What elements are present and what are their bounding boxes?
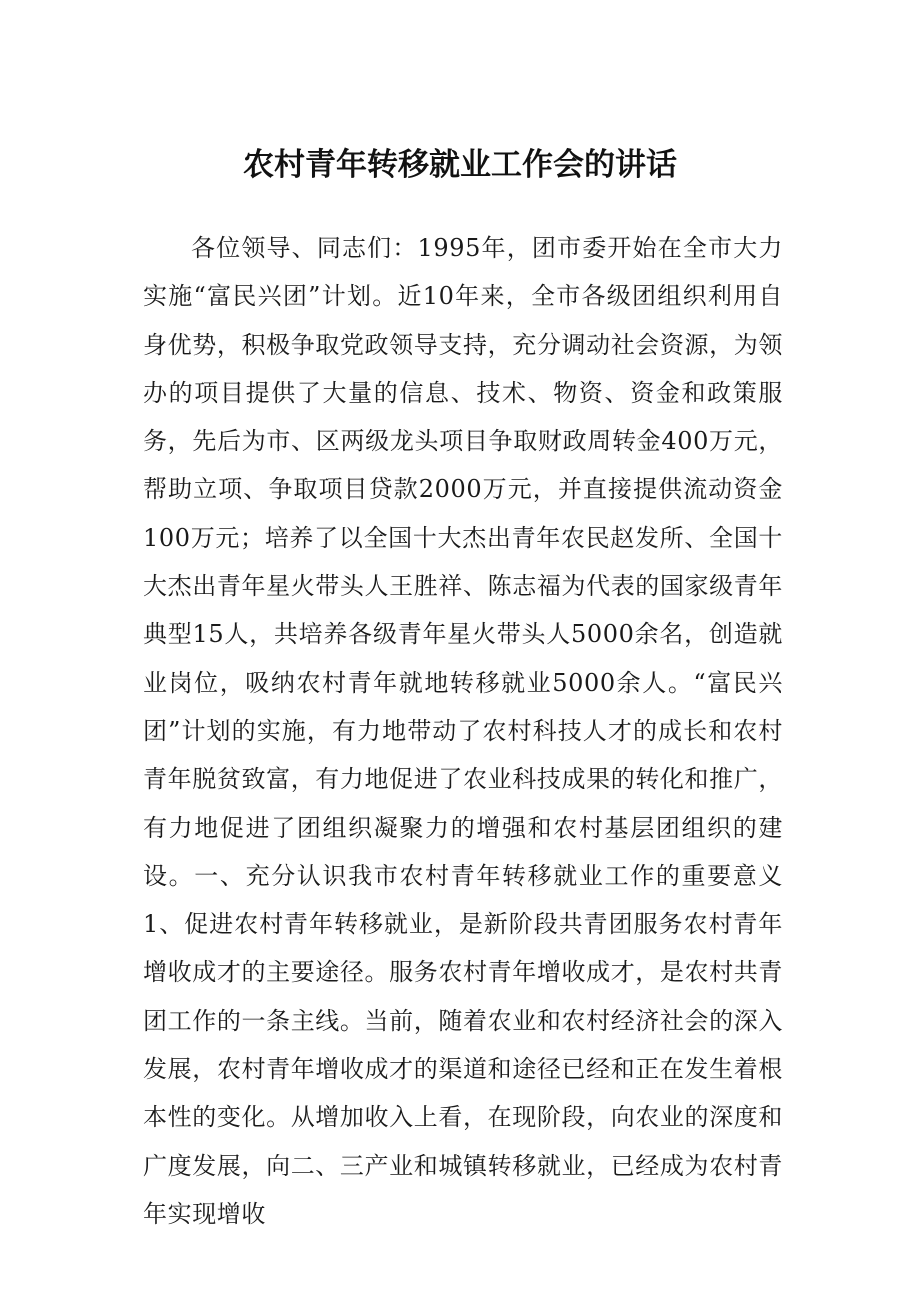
- document-body-paragraph: 各位领导、同志们：1995年，团市委开始在全市大力实施“富民兴团”计划。近10年来，全市各级团组织利用自身优势，积极争取党政领导支持，充分调动社会资源，为领办的项目提供了大量的信息、技术、物资、资金和政策服务，先后为市、区两级龙头项目争取财政周转金400万元，帮助立项、争取项目贷款2000万元，并直接提供流动资金100万元；培养了以全国十大杰出青年农民赵发所、全国十大杰出青年星火带头人王胜祥、陈志福为代表的国家级青年典型15人，共培养各级青年星火带头人5000余名，创造就业岗位，吸纳农村青年就地转移就业5000余人。“富民兴团”计划的实施，有力地带动了农村科技人才的成长和农村青年脱贫致富，有力地促进了农业科技成果的转化和推广，有力地促进了团组织凝聚力的增强和农村基层团组织的建设。一、充分认识我市农村青年转移就业工作的重要意义 1、促进农村青年转移就业，是新阶段共青团服务农村青年增收成才的主要途径。服务农村青年增收成才，是农村共青团工作的一条主线。当前，随着农业和农村经济社会的深入发展，农村青年增收成才的渠道和途径已经和正在发生着根本性的变化。从增加收入上看，在现阶段，向农业的深度和广度发展，向二、三产业和城镇转移就业，已经成为农村青年实现增收: [143, 234, 783, 1228]
- document-title: 农村青年转移就业工作会的讲话: [243, 147, 677, 183]
